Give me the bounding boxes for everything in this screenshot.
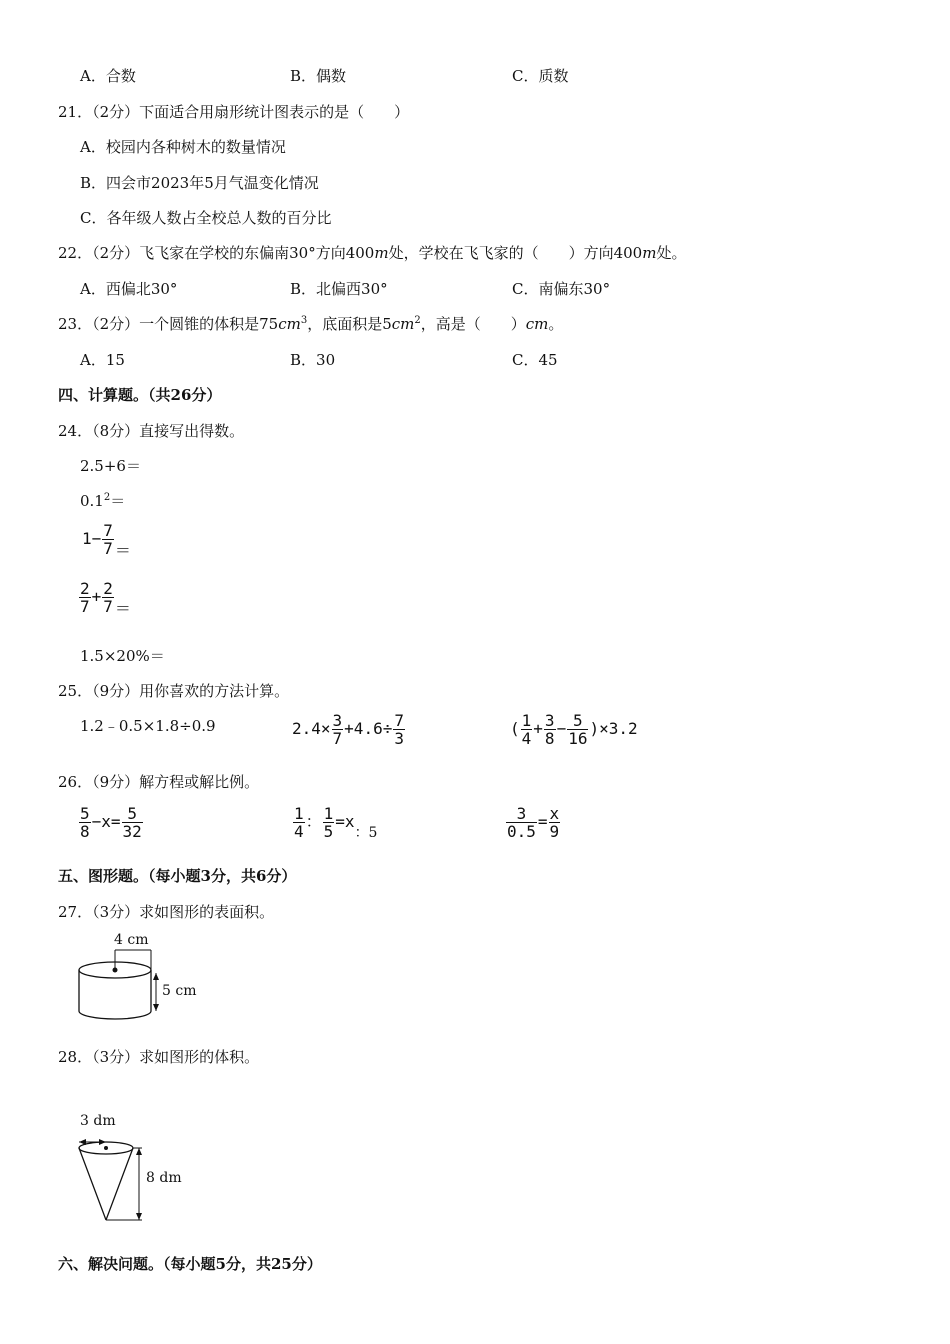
q20-option-a: A．合数	[80, 67, 136, 85]
q21-option-b: B．四会市2023年5月气温变化情况	[80, 174, 319, 192]
cone-radius-label: 3 dm	[80, 1113, 116, 1129]
q26-equation-3: $\frac{3}{0.5}$ = $\frac{x}{9}$	[507, 804, 560, 841]
q25-stem: 25．（9分）用你喜欢的方法计算。	[58, 682, 290, 700]
q25-expr-2: 2.4× $\frac{3}{7}$ +4.6÷ $\frac{7}{3}$	[292, 711, 404, 748]
q21-stem: 21．（2分）下面适合用扇形统计图表示的是（ ）	[58, 103, 410, 121]
q22-option-b: B．北偏西30°	[290, 280, 388, 298]
q23-option-c: C．45	[512, 351, 558, 369]
section-5-heading: 五、图形题。（每小题3分，共6分）	[58, 867, 297, 885]
section-4-heading: 四、计算题。（共26分）	[58, 386, 222, 404]
q22-stem: 22．（2分）飞飞家在学校的东偏南30°方向400m处，学校在飞飞家的（ ）方向400m处。	[58, 244, 687, 262]
q26-stem: 26．（9分）解方程或解比例。	[58, 773, 260, 791]
cylinder-radius-label: 4 cm	[114, 932, 149, 948]
q24-stem: 24．（8分）直接写出得数。	[58, 422, 245, 440]
q23-option-b: B．30	[290, 351, 336, 369]
cylinder-height-label: 5 cm	[162, 983, 197, 999]
q26-equation-1: $\frac{5}{8}$ −x= $\frac{5}{32}$	[80, 804, 142, 841]
q23-stem: 23．（2分）一个圆锥的体积是$75cm^3$，底面积是$5cm^2$，高是（ ）cm。	[58, 315, 564, 333]
q26-equation-2: $\frac{1}{4}$ ： $\frac{1}{5}$ =x：5	[294, 804, 378, 841]
q27-stem: 27．（3分）求如图形的表面积。	[58, 903, 275, 921]
q25-expr-1: 1.2﹣0.5×1.8÷0.9	[80, 717, 216, 735]
q24-expr-1: 2.5+6＝	[80, 457, 141, 475]
q20-option-b: B．偶数	[290, 67, 347, 85]
q23-option-a: A．15	[80, 351, 125, 369]
q25-expr-3: ( $\frac{1}{4}$ + $\frac{3}{8}$ − $\frac{5}{16}$ )×3.2	[510, 711, 638, 748]
q21-option-a: A．校园内各种树木的数量情况	[80, 138, 286, 156]
q22-option-a: A．西偏北30°	[80, 280, 178, 298]
q28-stem: 28．（3分）求如图形的体积。	[58, 1048, 260, 1066]
q22-option-c: C．南偏东30°	[512, 280, 611, 298]
q20-option-c: C．质数	[512, 67, 569, 85]
q24-expr-3: 1− $\frac{7}{7}$ ＝	[82, 521, 131, 560]
q24-expr-4: $\frac{2}{7}$ + $\frac{2}{7}$ ＝	[80, 579, 131, 618]
cone-height-label: 8 dm	[146, 1170, 182, 1186]
q24-expr-5: 1.5×20%＝	[80, 647, 165, 665]
section-6-heading: 六、解决问题。（每小题5分，共25分）	[58, 1255, 322, 1273]
q21-option-c: C．各年级人数占全校总人数的百分比	[80, 209, 332, 227]
q24-expr-2: $0.1^2=$	[80, 492, 126, 510]
